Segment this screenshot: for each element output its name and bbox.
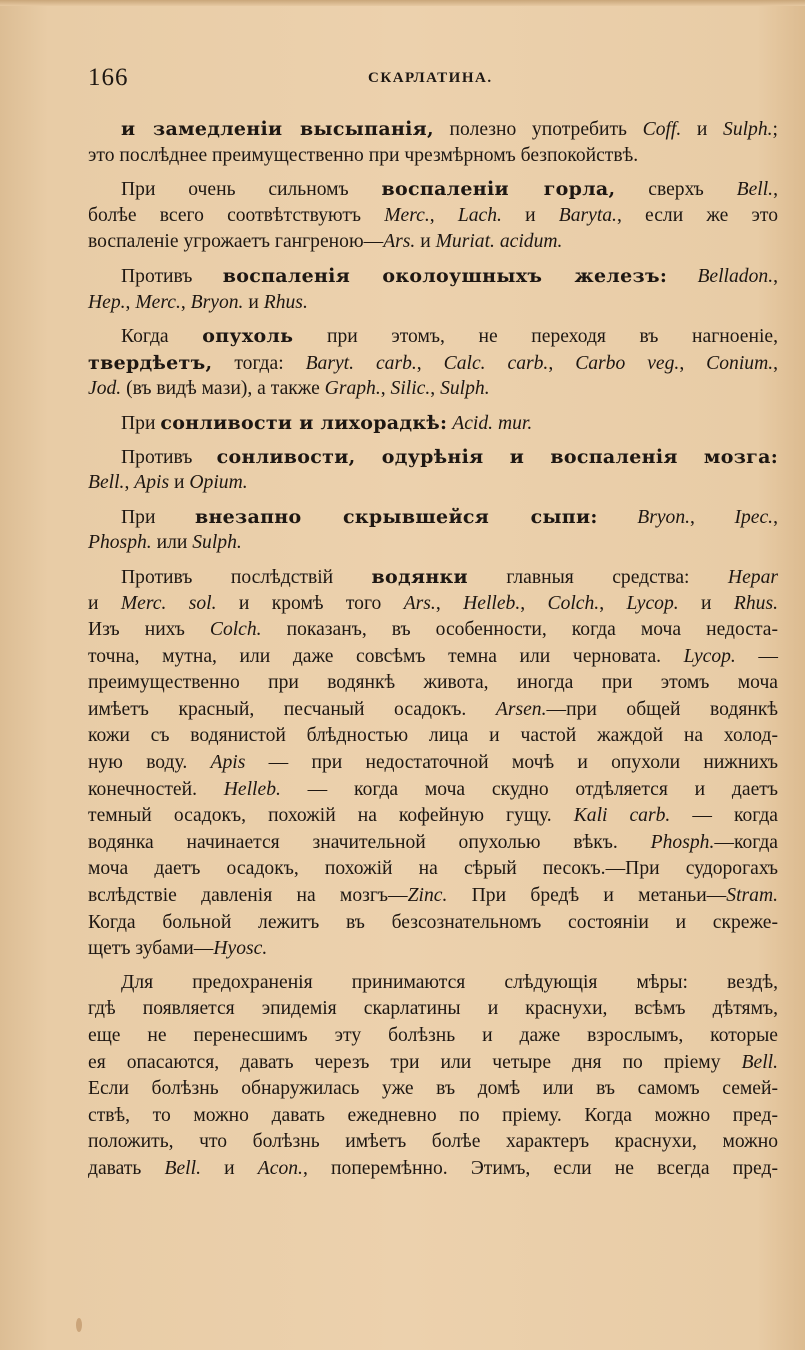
text-line: [88, 883, 778, 910]
text-run: болѣе всего соотвѣтствуютъ: [88, 204, 385, 226]
text-run: гдѣ появляется эпидемія скарлатины и краснухи, всѣмъ дѣтямъ,: [88, 998, 778, 1020]
remedy-name: Bell.: [88, 472, 125, 494]
remedy-name: Baryta.: [558, 204, 617, 226]
text-line: [88, 530, 778, 557]
text-run: [667, 266, 697, 287]
remedy-name: Ipec.: [734, 506, 774, 528]
text-line: [88, 203, 778, 230]
remedy-name: Stram.: [726, 885, 778, 907]
text-run: ствѣ, то можно давать ежедневно по пріему. Когда можно пред-: [88, 1104, 778, 1126]
remedy-name: Zinc.: [407, 885, 448, 907]
text-run: точна, мутна, или даже совсѣмъ темна или черновата.: [88, 645, 684, 667]
text-run: , если же это: [616, 204, 778, 226]
text-run: это послѣднее преимущественно при чрезмѣрномъ безпокойствѣ.: [88, 144, 639, 166]
text-run: ,: [435, 592, 464, 614]
remedy-name: Apis: [210, 752, 246, 774]
text-run: ,: [599, 592, 627, 614]
paragraph: [88, 444, 778, 497]
text-line: [88, 564, 778, 591]
remedy-name: Lycop.: [626, 592, 679, 614]
text-line: [88, 970, 778, 997]
text-line: [88, 830, 778, 857]
text-run: ,: [679, 352, 707, 374]
text-line: [88, 644, 778, 671]
page-number: 166: [88, 64, 129, 91]
remedy-name: Acid. mur.: [452, 412, 533, 434]
remedy-name: Colch.: [547, 592, 600, 614]
text-run: или: [151, 532, 193, 554]
text-line: [88, 1023, 778, 1050]
text-line: [88, 750, 778, 777]
text-line: [88, 470, 778, 497]
text-line: [88, 1050, 778, 1077]
remedy-name: Bell.: [164, 1157, 201, 1179]
text-run: Противъ: [121, 446, 217, 468]
text-line: [88, 697, 778, 724]
text-run: и: [681, 119, 724, 140]
remedy-name: Coff.: [642, 119, 682, 140]
text-run: ,: [773, 265, 778, 287]
text-run: ,: [773, 352, 779, 374]
bold-term: твердѣетъ,: [88, 351, 213, 374]
text-run: Если болѣзнь обнаружилась уже въ домѣ или въ самомъ семей-: [88, 1078, 778, 1100]
remedy-name: Baryt. carb.: [305, 352, 417, 374]
remedy-name: Merc. sol.: [120, 592, 217, 614]
remedy-name: Opium.: [189, 472, 248, 494]
text-run: ,: [125, 291, 136, 313]
text-run: Для предохраненія принимаются слѣдующія мѣры: вездѣ,: [121, 971, 778, 993]
text-line: [88, 263, 778, 290]
remedy-name: Bryon.: [190, 291, 244, 313]
text-run: ,: [380, 378, 391, 400]
text-run: При: [121, 506, 195, 528]
text-run: ,: [429, 204, 458, 226]
text-line: [88, 229, 778, 256]
text-run: щетъ зубами—: [88, 938, 214, 960]
text-run: Изъ нихъ: [88, 619, 210, 641]
text-run: —: [735, 645, 778, 667]
text-run: положить, что болѣзнь имѣетъ болѣе характеръ краснухи, можно: [88, 1131, 778, 1153]
remedy-name: Sulph.: [440, 378, 490, 400]
text-line: [88, 1129, 778, 1156]
text-run: и: [200, 1157, 258, 1179]
text-run: показанъ, въ особенности, когда моча недоста-: [261, 619, 778, 641]
text-line: [88, 323, 778, 350]
text-run: — когда: [670, 805, 778, 827]
text-run: давать: [88, 1157, 165, 1179]
page-header: [88, 64, 778, 94]
text-run: ,: [430, 378, 441, 400]
text-run: имѣетъ красный, песчаный осадокъ.: [88, 698, 496, 720]
text-run: тогда:: [212, 352, 306, 374]
remedy-name: Hyosc.: [213, 938, 268, 960]
text-run: при этомъ, не переходя въ нагноеніе,: [293, 326, 778, 348]
paragraph: [88, 323, 778, 403]
remedy-name: Carbo veg.: [575, 352, 680, 374]
remedy-name: Phosph.: [88, 532, 152, 554]
remedy-name: Hepar: [727, 566, 778, 588]
text-line: [88, 116, 778, 143]
remedy-name: Sulph.: [723, 119, 773, 140]
text-run: ,: [773, 506, 778, 528]
text-run: воспаленіе угрожаетъ гангреною—: [88, 231, 384, 253]
remedy-name: Lach.: [457, 204, 502, 226]
text-run: сверхъ: [615, 179, 737, 201]
bold-term: сонливости, одурѣнія и воспаленія мозга:: [216, 445, 779, 468]
bold-term: опухоль: [202, 325, 294, 348]
text-line: [88, 1156, 778, 1183]
remedy-name: Phosph.: [650, 831, 715, 853]
text-run: —когда: [714, 831, 778, 853]
text-run: водянка начинается значительной опухолью вѣкъ.: [88, 831, 651, 853]
remedy-name: Belladon.: [697, 265, 774, 287]
text-line: [88, 591, 778, 618]
remedy-name: Bryon.: [637, 506, 691, 528]
body-text: [88, 116, 778, 1190]
remedy-name: Kali carb.: [573, 805, 671, 827]
page-top-edge: [0, 0, 805, 6]
bold-term: внезапно скрывшейся сыпи:: [194, 505, 598, 528]
text-run: При очень сильномъ: [121, 179, 382, 201]
remedy-name: Muriat. acidum.: [435, 231, 563, 253]
text-run: и: [243, 291, 264, 313]
text-run: , поперемѣнно. Этимъ, если не всегда пред-: [302, 1157, 778, 1179]
text-line: [88, 444, 778, 471]
text-run: При: [121, 412, 161, 434]
remedy-name: Helleb.: [223, 778, 281, 800]
text-run: и: [678, 592, 734, 614]
text-run: темный осадокъ, похожій на кофейную гущу.: [88, 805, 574, 827]
text-line: [88, 910, 778, 937]
text-run: Противъ послѣдствій: [121, 566, 372, 588]
remedy-name: Hep.: [88, 291, 126, 313]
text-run: ,: [416, 352, 444, 374]
text-line: [88, 1076, 778, 1103]
bold-term: сонливости и лихорадкѣ:: [160, 411, 448, 434]
remedy-name: Bell.: [736, 179, 774, 201]
paragraph: [88, 410, 778, 437]
text-run: еще не перенесшимъ эту болѣзнь и даже взрослымъ, которые: [88, 1025, 778, 1046]
text-line: [88, 723, 778, 750]
text-run: и: [415, 231, 436, 253]
remedy-name: Ars.: [383, 231, 416, 253]
text-run: ,: [690, 506, 735, 528]
text-line: [88, 143, 778, 170]
remedy-name: Bell.: [741, 1051, 778, 1073]
text-run: и: [169, 472, 190, 494]
text-run: вслѣдствіе давленія на мозгъ—: [88, 885, 408, 907]
text-line: [88, 777, 778, 804]
remedy-name: Rhus.: [263, 291, 308, 313]
text-run: моча даетъ осадокъ, похожій на сѣрый песокъ.—При судорогахъ: [88, 858, 778, 880]
remedy-name: Colch.: [209, 619, 262, 641]
bold-term: воспаленіи горла,: [381, 178, 616, 201]
remedy-name: Arsen.: [495, 698, 547, 720]
text-run: [598, 507, 638, 528]
paragraph: [88, 116, 778, 169]
remedy-name: Apis: [134, 472, 170, 494]
text-run: (въ видѣ мази), а также: [121, 378, 325, 400]
remedy-name: Sulph.: [192, 532, 242, 554]
remedy-name: Merc.: [135, 291, 181, 313]
text-run: — при недостаточной мочѣ и опухоли нижнихъ: [245, 752, 778, 774]
text-run: ,: [773, 179, 778, 201]
text-line: [88, 670, 778, 697]
text-run: Когда больной лежитъ въ безсознательномъ состояніи и скреже-: [88, 911, 778, 933]
paragraph: [88, 176, 778, 256]
remedy-name: Lycop.: [683, 645, 736, 667]
text-run: и: [88, 592, 121, 614]
bold-term: воспаленія околоушныхъ железъ:: [222, 264, 668, 287]
remedy-name: Ars.: [403, 592, 436, 614]
text-run: главныя средства:: [467, 566, 728, 588]
text-line: [88, 617, 778, 644]
text-run: и: [501, 204, 559, 226]
text-run: полезно употребить: [433, 119, 643, 140]
text-run: ную воду.: [88, 752, 211, 774]
remedy-name: Jod.: [88, 378, 122, 400]
remedy-name: Merc.: [384, 204, 430, 226]
text-line: [88, 410, 778, 437]
bold-term: и замедленіи высыпанія,: [121, 118, 434, 140]
text-line: [88, 996, 778, 1023]
running-head: СКАРЛАТИНА.: [368, 70, 493, 86]
text-run: кожи съ водянистой блѣдностью лица и частой жаждой на холод-: [88, 725, 778, 747]
text-run: ,: [124, 472, 135, 494]
remedy-name: Conium.: [706, 352, 774, 374]
text-line: [88, 376, 778, 403]
paragraph: [88, 263, 778, 316]
text-line: [88, 1103, 778, 1130]
text-run: При бредѣ и метаньи—: [447, 885, 727, 907]
text-run: ,: [520, 592, 548, 614]
text-run: Противъ: [121, 265, 223, 287]
paragraph: [88, 504, 778, 557]
remedy-name: Rhus.: [733, 592, 778, 614]
text-line: [88, 350, 778, 377]
remedy-name: Helleb.: [463, 592, 521, 614]
text-line: [88, 803, 778, 830]
paper-stain: [76, 1318, 82, 1332]
text-run: ,: [548, 352, 576, 374]
bold-term: водянки: [371, 565, 468, 588]
text-run: Когда: [121, 326, 203, 348]
remedy-name: Calc. carb.: [443, 352, 549, 374]
remedy-name: Graph.: [324, 378, 381, 400]
text-run: преимущественно при водянкѣ живота, иногда при этомъ моча: [88, 672, 778, 694]
text-run: — когда моча скудно отдѣляется и даетъ: [280, 778, 778, 800]
text-line: [88, 290, 778, 317]
text-line: [88, 856, 778, 883]
paragraph: [88, 564, 778, 963]
text-run: конечностей.: [88, 778, 224, 800]
text-run: ;: [772, 119, 778, 140]
text-line: [88, 176, 778, 203]
text-line: [88, 504, 778, 531]
text-run: ея опасаются, давать черезъ три или четыре дня по пріему: [88, 1051, 742, 1073]
remedy-name: Acon.: [257, 1157, 303, 1179]
text-line: [88, 936, 778, 963]
paragraph: [88, 970, 778, 1183]
text-run: —при общей водянкѣ: [546, 698, 779, 720]
remedy-name: Silic.: [390, 378, 431, 400]
text-run: ,: [180, 291, 191, 313]
text-run: и кромѣ того: [216, 592, 404, 614]
